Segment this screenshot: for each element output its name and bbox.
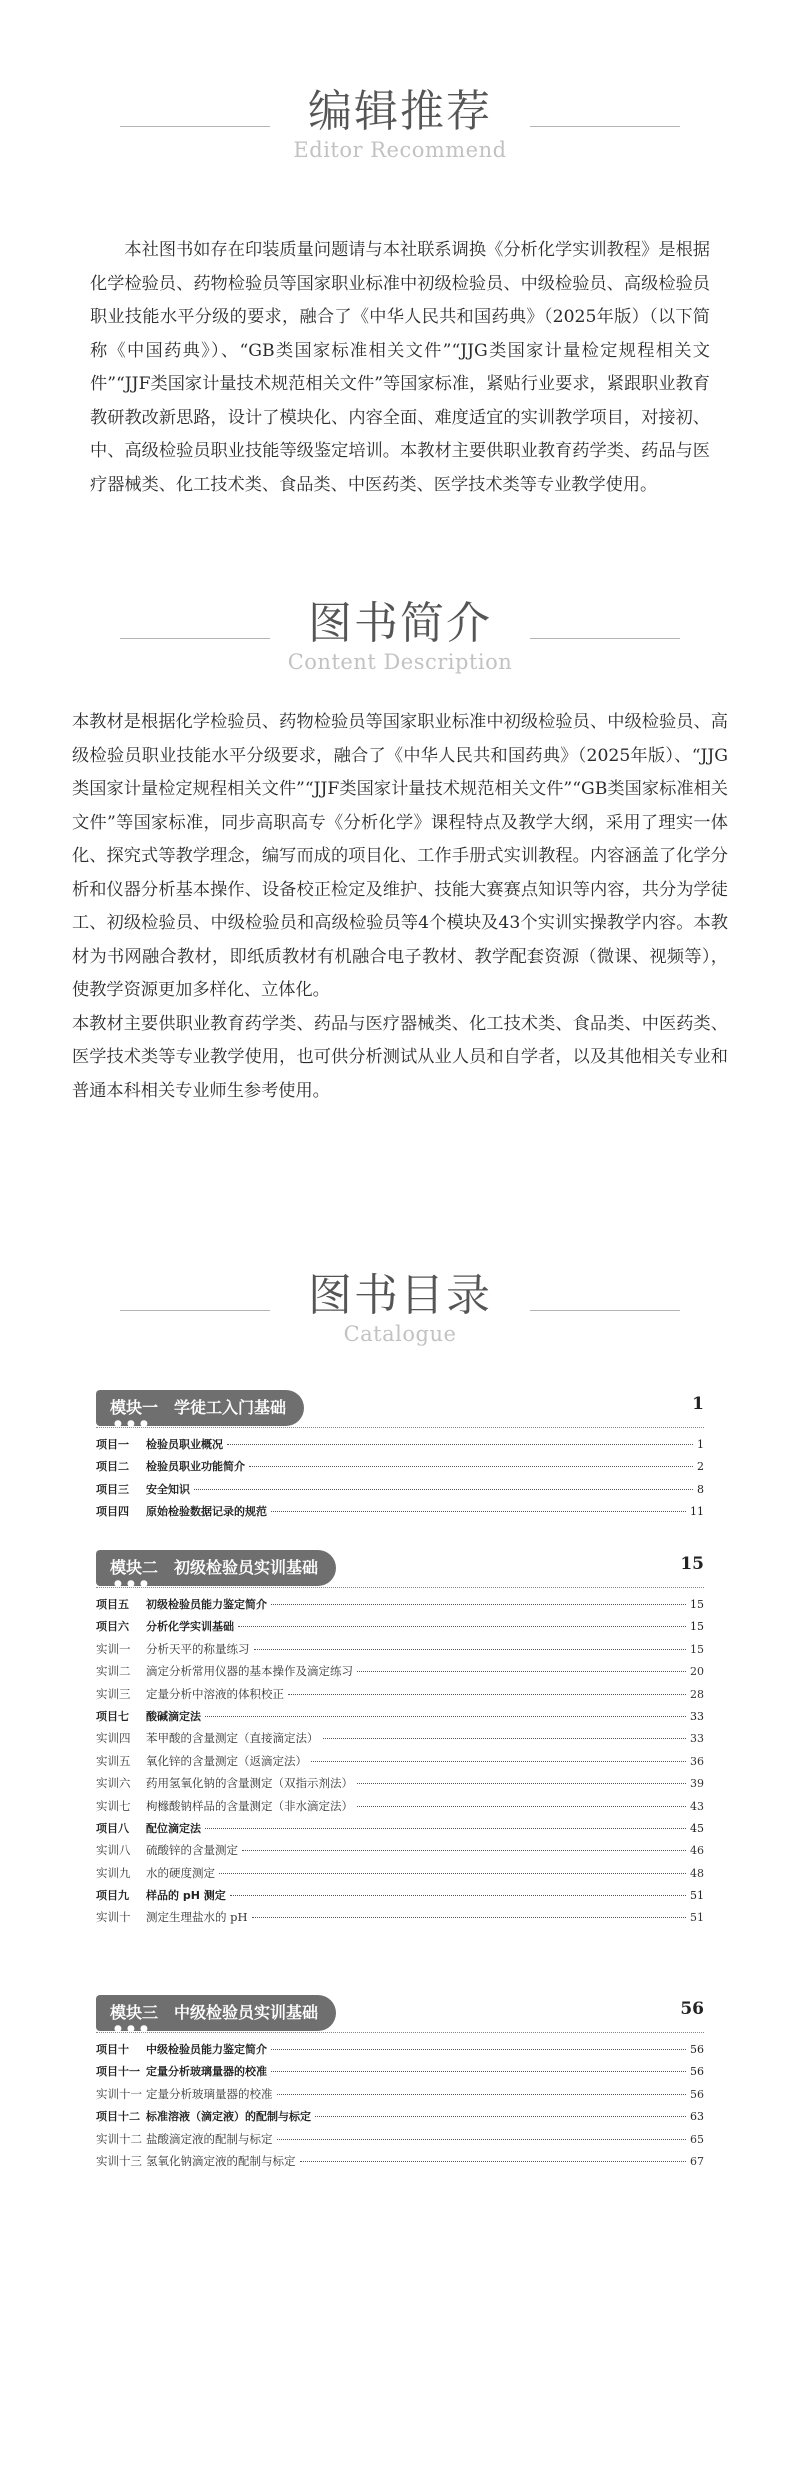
toc-entry-label: [96, 1887, 226, 1903]
toc-leader-dots: [277, 2094, 687, 2095]
toc-entry-page: 67: [690, 2154, 704, 2168]
toc-entry-page: 36: [690, 1754, 704, 1768]
toc-entry-title: 苯甲酸的含量测定（直接滴定法）: [146, 1731, 319, 1746]
toc-entry-title: 盐酸滴定液的配制与标定: [146, 2131, 273, 2146]
toc-entry-number: 项目十: [96, 2043, 129, 2056]
toc-entry-page: 63: [690, 2110, 704, 2124]
toc-entry-page: 39: [690, 1777, 704, 1791]
toc-entry-number: 项目九: [96, 1889, 129, 1903]
toc-entry-page: 11: [690, 1505, 704, 1519]
module-header: [96, 1390, 704, 1428]
toc-entry-label: [96, 1436, 223, 1452]
toc-entry-number: 实训六: [96, 1776, 131, 1791]
catalogue-module: [96, 1390, 704, 1526]
intro-section-header: [0, 594, 800, 684]
toc-entry[interactable]: [96, 1596, 704, 1618]
toc-entry[interactable]: [96, 1842, 704, 1864]
toc-entry-label: [96, 1775, 353, 1791]
toc-entry[interactable]: [96, 1865, 704, 1887]
toc-entry-page: 45: [690, 1821, 704, 1835]
module-title-tab[interactable]: 模块三 中级检验员实训基础 ● ● ●: [96, 1995, 336, 2031]
toc-entry[interactable]: [96, 2041, 704, 2063]
catalogue-title: 图书目录: [308, 1270, 492, 1321]
catalogue-section-header: [0, 1266, 800, 1356]
toc-entry-page: 15: [690, 1642, 704, 1656]
toc-entry[interactable]: [96, 1708, 704, 1730]
toc-entry-page: 43: [690, 1799, 704, 1813]
toc-entry-title: 分析天平的称量练习: [146, 1641, 250, 1656]
toc-entry[interactable]: [96, 2131, 704, 2153]
module-header: [96, 1550, 704, 1588]
toc-leader-dots: [277, 2139, 687, 2140]
editor-text-block: [90, 234, 710, 502]
toc-leader-dots: [271, 2049, 686, 2050]
toc-entry-title: 定量分析玻璃量器的校准: [146, 2065, 267, 2079]
toc-entry-title: 初级检验员能力鉴定简介: [146, 1598, 267, 1611]
toc-entry-page: 20: [690, 1665, 704, 1679]
toc-entry[interactable]: [96, 2108, 704, 2130]
catalogue-subtitle: Catalogue: [343, 1322, 457, 1346]
toc-entry-number: 项目六: [96, 1620, 129, 1634]
toc-entry-page: 56: [690, 2065, 704, 2079]
catalogue-module: [96, 1550, 704, 1932]
toc-leader-dots: [254, 1649, 687, 1650]
intro-subtitle: Content Description: [287, 650, 513, 674]
toc-entry-number: 项目三: [96, 1482, 129, 1496]
toc-entry-title: 药用氢氧化钠的含量测定（双指示剂法）: [146, 1776, 353, 1791]
toc-leader-dots: [357, 1806, 686, 1807]
toc-leader-dots: [323, 1738, 687, 1739]
toc-entry-number: 项目四: [96, 1505, 129, 1519]
toc-entry-number: 项目十一: [96, 2065, 140, 2079]
toc-entry[interactable]: [96, 1503, 704, 1525]
toc-entry-label: [96, 2041, 267, 2057]
toc-entry-number: 实训十: [96, 1910, 131, 1925]
toc-entry-number: 实训二: [96, 1664, 131, 1679]
toc-entry[interactable]: [96, 2086, 704, 2108]
toc-entry-title: 原始检验数据记录的规范: [146, 1505, 267, 1519]
toc-leader-dots: [205, 1828, 686, 1829]
toc-entry-label: [96, 1618, 234, 1634]
toc-list: [96, 1596, 704, 1932]
toc-entry[interactable]: [96, 1775, 704, 1797]
toc-entry[interactable]: [96, 1618, 704, 1640]
toc-entry-page: 46: [690, 1844, 704, 1858]
toc-leader-dots: [238, 1626, 686, 1627]
toc-list: [96, 1436, 704, 1526]
toc-entry[interactable]: [96, 1730, 704, 1752]
toc-entry[interactable]: [96, 1820, 704, 1842]
toc-entry-number: 实训三: [96, 1686, 131, 1701]
toc-entry-label: [96, 1596, 267, 1612]
module-title-tab[interactable]: 模块二 初级检验员实训基础 ● ● ●: [96, 1550, 336, 1586]
toc-leader-dots: [230, 1895, 686, 1896]
module-tab-dots: ● ● ●: [114, 1579, 149, 1589]
toc-entry-page: 15: [690, 1620, 704, 1634]
toc-leader-dots: [271, 1511, 686, 1512]
module-dotted-rule: [96, 1427, 704, 1428]
toc-list: [96, 2041, 704, 2175]
toc-entry-page: 2: [697, 1460, 704, 1474]
toc-entry[interactable]: [96, 1663, 704, 1685]
toc-entry-label: [96, 1458, 245, 1474]
toc-leader-dots: [205, 1716, 686, 1717]
toc-entry-label: [96, 1481, 190, 1497]
toc-entry-title: 氢氧化钠滴定液的配制与标定: [146, 2153, 296, 2168]
toc-leader-dots: [194, 1489, 693, 1490]
toc-entry[interactable]: [96, 1887, 704, 1909]
toc-entry[interactable]: [96, 2153, 704, 2175]
toc-entry-number: 项目五: [96, 1598, 129, 1611]
toc-entry-title: 样品的 pH 测定: [146, 1889, 226, 1903]
intro-paragraph-1: 本教材是根据化学检验员、药物检验员等国家职业标准中初级检验员、中级检验员、高级检验员职业技能水平分级要求，融合了《中华人民共和国药典》（2025年版）、“JJG类国家计量检定规程相关文件”“JJF类国家计量技术规范相关文件”“GB类国家标准相关文件”等国家标准，同步高职高专《分析化学》课程特点及教学大纲，采用了理实一体化、探究式等教学理念，编写而成的项目化、工作手册式实训教程。内容涵盖了化学分析和仪器分析基本操作、设备校正检定及维护、技能大赛赛点知识等内容，共分为学徒工、初级检验员、中级检验员和高级检验员等4个模块及43个实训实操教学内容。本教材为书网融合教材，即纸质教材有机融合电子教材、教学配套资源（微课、视频等），使教学资源更加多样化、立体化。: [72, 712, 728, 1000]
toc-entry-title: 中级检验员能力鉴定简介: [146, 2043, 267, 2056]
toc-leader-dots: [271, 2071, 686, 2072]
module-page-number: 1: [692, 1394, 704, 1414]
toc-entry-page: 56: [690, 2043, 704, 2056]
toc-entry-number: 项目十二: [96, 2110, 140, 2124]
toc-entry-title: 滴定分析常用仪器的基本操作及滴定练习: [146, 1664, 353, 1679]
toc-entry-title: 安全知识: [146, 1482, 190, 1496]
toc-entry-label: [96, 1820, 201, 1836]
intro-text-block: [72, 706, 728, 1108]
module-tab-dots: ● ● ●: [114, 2024, 149, 2034]
toc-entry[interactable]: [96, 1436, 704, 1458]
module-dotted-rule: [96, 1587, 704, 1588]
toc-entry-title: 定量分析玻璃量器的校准: [146, 2086, 273, 2101]
toc-entry-title: 枸橼酸钠样品的含量测定（非水滴定法）: [146, 1798, 353, 1813]
editor-section-header: [0, 82, 800, 172]
toc-entry-title: 配位滴定法: [146, 1821, 201, 1835]
toc-entry-number: 实训七: [96, 1798, 131, 1813]
toc-entry-title: 检验员职业功能简介: [146, 1460, 245, 1474]
toc-entry-page: 65: [690, 2132, 704, 2146]
toc-entry-page: 8: [697, 1482, 704, 1496]
toc-entry-title: 硫酸锌的含量测定: [146, 1843, 238, 1858]
toc-entry-page: 33: [690, 1732, 704, 1746]
toc-entry-title: 测定生理盐水的 pH: [146, 1910, 248, 1925]
toc-entry-label: [96, 2153, 296, 2169]
toc-entry-label: [96, 1503, 267, 1519]
toc-entry[interactable]: [96, 1798, 704, 1820]
toc-entry-page: 51: [690, 1911, 704, 1925]
toc-entry-page: 56: [690, 2087, 704, 2101]
toc-leader-dots: [219, 1873, 686, 1874]
editor-paragraph: 本社图书如存在印装质量问题请与本社联系调换《分析化学实训教程》是根据化学检验员、药物检验员等国家职业标准中初级检验员、中级检验员、高级检验员职业技能水平分级的要求，融合了《中华人民共和国药典》（2025年版）（以下简称《中国药典》）、“GB类国家标准相关文件”“JJG类国家计量检定规程相关文件”“JJF类国家计量技术规范相关文件”等国家标准，紧贴行业要求，紧跟职业教育教研教改新思路，设计了模块化、内容全面、难度适宜的实训教学项目，对接初、中、高级检验员职业技能等级鉴定培训。本教材主要供职业教育药学类、药品与医疗器械类、化工技术类、食品类、中医药类、医学技术类等专业教学使用。: [90, 240, 710, 495]
toc-entry-number: 项目八: [96, 1821, 129, 1835]
module-tab-dots: ● ● ●: [114, 1419, 149, 1429]
toc-leader-dots: [242, 1850, 686, 1851]
toc-entry-label: [96, 1641, 250, 1657]
toc-leader-dots: [311, 1761, 686, 1762]
toc-entry-page: 33: [690, 1709, 704, 1723]
editor-title: 编辑推荐: [308, 86, 492, 137]
toc-entry-label: [96, 1842, 238, 1858]
toc-entry[interactable]: [96, 1753, 704, 1775]
toc-leader-dots: [357, 1671, 686, 1672]
toc-entry-label: [96, 1686, 284, 1702]
toc-entry-label: [96, 2063, 267, 2079]
toc-entry-title: 检验员职业概况: [146, 1438, 223, 1451]
toc-entry[interactable]: [96, 1641, 704, 1663]
intro-paragraph-2: 本教材主要供职业教育药学类、药品与医疗器械类、化工技术类、食品类、中医药类、医学技术类等专业教学使用，也可供分析测试从业人员和自学者，以及其他相关专业和普通本科相关专业师生参考使用。: [72, 1013, 728, 1101]
toc-entry-title: 分析化学实训基础: [146, 1620, 234, 1634]
toc-entry-title: 氧化锌的含量测定（返滴定法）: [146, 1753, 307, 1768]
toc-entry-number: 项目七: [96, 1709, 129, 1723]
toc-leader-dots: [271, 1604, 686, 1605]
toc-entry-page: 15: [690, 1598, 704, 1611]
toc-entry-page: 48: [690, 1866, 704, 1880]
toc-entry-page: 1: [697, 1438, 704, 1451]
toc-entry-number: 实训九: [96, 1865, 131, 1880]
module-title-tab[interactable]: 模块一 学徒工入门基础 ● ● ●: [96, 1390, 304, 1426]
toc-entry-label: [96, 1798, 353, 1814]
toc-entry[interactable]: [96, 1909, 704, 1931]
toc-entry-label: [96, 2131, 273, 2147]
module-page-number: 56: [680, 1999, 704, 2019]
toc-leader-dots: [288, 1694, 686, 1695]
toc-leader-dots: [357, 1783, 686, 1784]
toc-entry-number: 项目二: [96, 1460, 129, 1474]
toc-entry[interactable]: [96, 1458, 704, 1480]
toc-entry-number: 实训一: [96, 1641, 131, 1656]
toc-leader-dots: [300, 2161, 687, 2162]
toc-entry-page: 51: [690, 1889, 704, 1903]
toc-entry-number: 项目一: [96, 1438, 129, 1451]
toc-entry-label: [96, 2108, 311, 2124]
toc-entry-number: 实训四: [96, 1731, 131, 1746]
toc-entry-label: [96, 1909, 248, 1925]
toc-entry-label: [96, 1865, 215, 1881]
toc-leader-dots: [249, 1466, 693, 1467]
toc-entry-title: 酸碱滴定法: [146, 1709, 201, 1723]
toc-entry-title: 标准溶液（滴定液）的配制与标定: [146, 2110, 311, 2124]
toc-entry-title: 水的硬度测定: [146, 1865, 215, 1880]
toc-entry-number: 实训五: [96, 1753, 131, 1768]
module-dotted-rule: [96, 2032, 704, 2033]
toc-entry-number: 实训十三: [96, 2153, 142, 2168]
toc-leader-dots: [252, 1917, 686, 1918]
toc-entry[interactable]: [96, 2063, 704, 2085]
toc-entry-number: 实训十一: [96, 2086, 142, 2101]
toc-entry-label: [96, 1753, 307, 1769]
toc-entry[interactable]: [96, 1481, 704, 1503]
toc-leader-dots: [315, 2116, 686, 2117]
toc-entry-page: 28: [690, 1687, 704, 1701]
toc-entry-number: 实训十二: [96, 2131, 142, 2146]
catalogue-module: [96, 1995, 704, 2175]
toc-entry-label: [96, 2086, 273, 2102]
editor-subtitle: Editor Recommend: [293, 138, 507, 162]
toc-entry[interactable]: [96, 1686, 704, 1708]
toc-entry-label: [96, 1708, 201, 1724]
module-page-number: 15: [680, 1554, 704, 1574]
toc-entry-title: 定量分析中溶液的体积校正: [146, 1686, 284, 1701]
toc-entry-label: [96, 1730, 319, 1746]
toc-leader-dots: [227, 1444, 693, 1445]
module-header: [96, 1995, 704, 2033]
intro-title: 图书简介: [308, 598, 492, 649]
toc-entry-label: [96, 1663, 353, 1679]
toc-entry-number: 实训八: [96, 1843, 131, 1858]
